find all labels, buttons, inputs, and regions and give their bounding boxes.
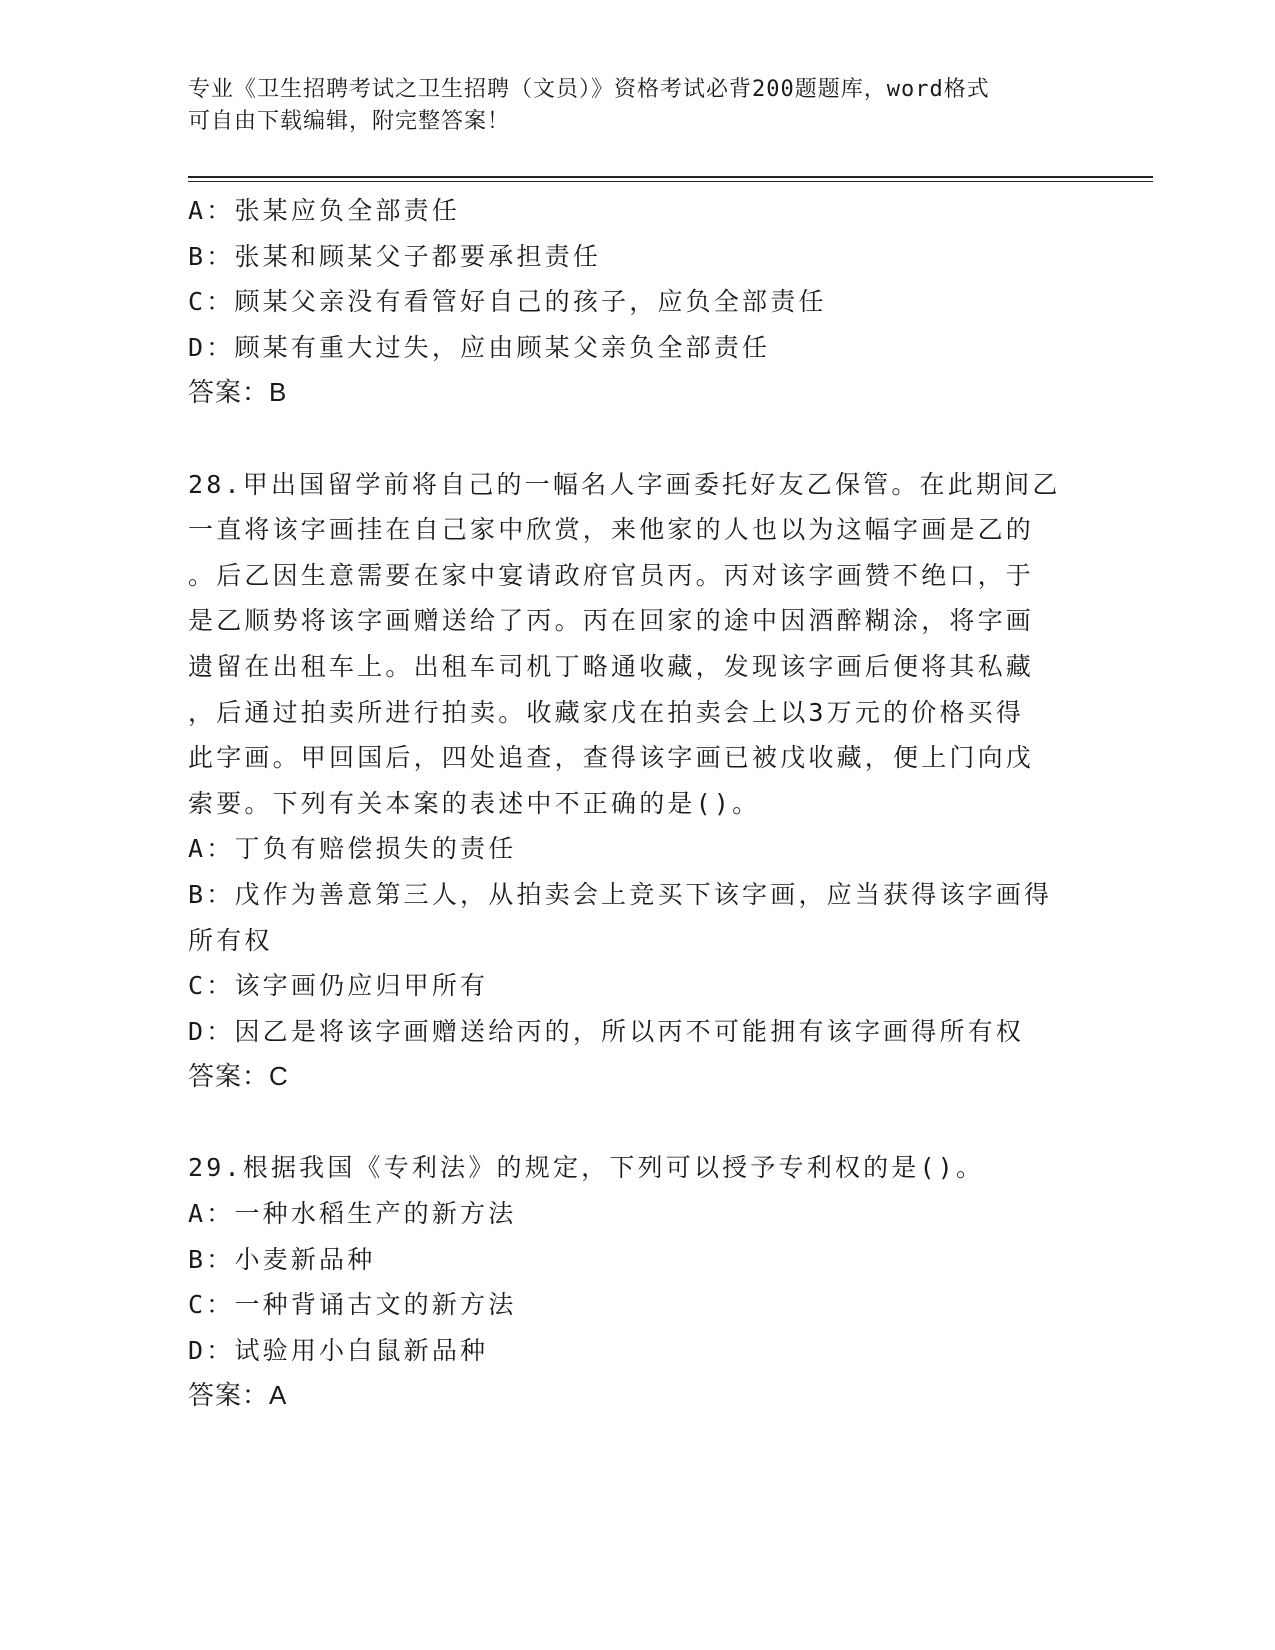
question-stem-line: 。后乙因生意需要在家中宴请政府官员丙。丙对该字画赞不绝口，于 xyxy=(188,560,1035,590)
answer: 答案：A xyxy=(188,1380,288,1411)
header-line-2: 可自由下载编辑，附完整答案！ xyxy=(188,109,511,134)
question-stem-line: 28.甲出国留学前将自己的一幅名人字画委托好友乙保管。在此期间乙 xyxy=(188,469,1061,499)
header-divider-thick xyxy=(188,176,1153,178)
option-a: A：一种水稻生产的新方法 xyxy=(188,1199,517,1229)
question-stem-line: 遗留在出租车上。出租车司机丁略通收藏，发现该字画后便将其私藏 xyxy=(188,651,1035,681)
question-stem-line: 索要。下列有关本案的表述中不正确的是()。 xyxy=(188,788,761,818)
option-c: C：该字画仍应归甲所有 xyxy=(188,971,489,1001)
spacer xyxy=(188,416,1078,462)
question-stem-line: 是乙顺势将该字画赠送给了丙。丙在回家的途中因酒醉糊涂，将字画 xyxy=(188,606,1035,636)
option-c: C：一种背诵古文的新方法 xyxy=(188,1290,517,1320)
answer: 答案：B xyxy=(188,377,288,408)
document-body xyxy=(188,188,1078,1419)
question-27-tail xyxy=(188,188,1078,416)
option-d: D：试验用小白鼠新品种 xyxy=(188,1335,489,1365)
option-b: B：戊作为善意第三人，从拍卖会上竞买下该字画，应当获得该字画得 xyxy=(188,879,1053,909)
option-d: D：顾某有重大过失，应由顾某父亲负全部责任 xyxy=(188,332,771,362)
answer: 答案：C xyxy=(188,1061,289,1092)
document-header xyxy=(188,74,1068,138)
option-d: D：因乙是将该字画赠送给丙的，所以丙不可能拥有该字画得所有权 xyxy=(188,1016,1025,1046)
spacer xyxy=(188,1100,1078,1146)
question-stem-line: 一直将该字画挂在自己家中欣赏，来他家的人也以为这幅字画是乙的 xyxy=(188,515,1035,545)
option-a: A：丁负有赔偿损失的责任 xyxy=(188,834,517,864)
option-c: C：顾某父亲没有看管好自己的孩子，应负全部责任 xyxy=(188,287,827,317)
question-stem-line: 此字画。甲回国后，四处追查，查得该字画已被戊收藏，便上门向戊 xyxy=(188,743,1035,773)
question-29 xyxy=(188,1145,1078,1419)
header-divider-thin xyxy=(188,181,1153,182)
header-line-1: 专业《卫生招聘考试之卫生招聘（文员）》资格考试必背200题题库，word格式 xyxy=(188,77,990,102)
question-28 xyxy=(188,462,1078,1100)
option-a: A：张某应负全部责任 xyxy=(188,196,461,225)
question-stem: 29.根据我国《专利法》的规定，下列可以授予专利权的是()。 xyxy=(188,1153,985,1183)
question-stem-line: ，后通过拍卖所进行拍卖。收藏家戊在拍卖会上以3万元的价格买得 xyxy=(188,697,1025,727)
option-b-continuation: 所有权 xyxy=(188,925,273,955)
option-b: B：小麦新品种 xyxy=(188,1244,376,1274)
option-b: B：张某和顾某父子都要承担责任 xyxy=(188,241,602,271)
